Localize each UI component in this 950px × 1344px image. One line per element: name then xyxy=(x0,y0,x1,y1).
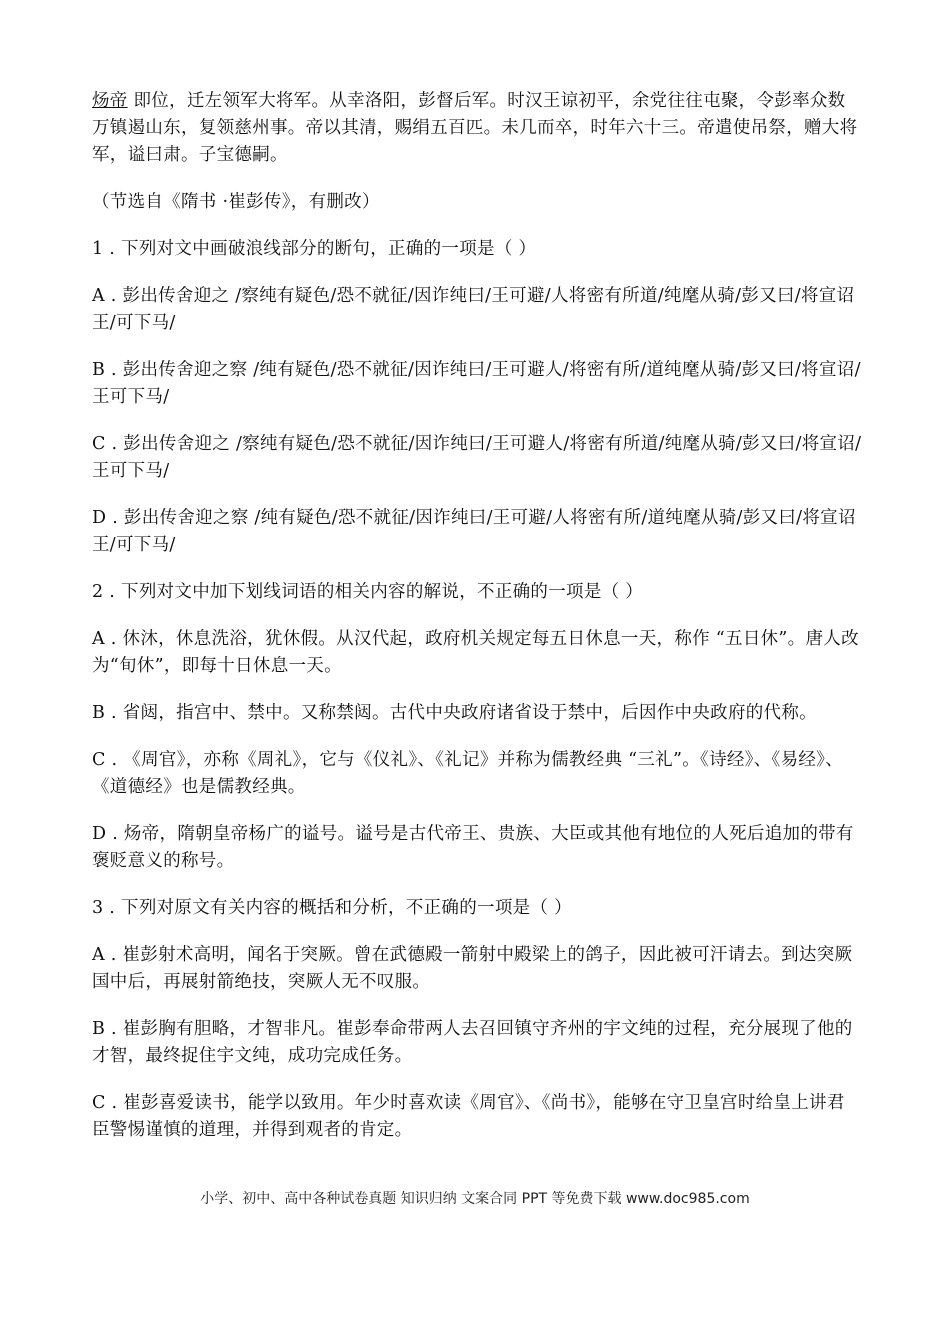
question-2-option-d: D . 炀帝，隋朝皇帝杨广的谥号。谥号是古代帝王、贵族、大臣或其他有地位的人死后追加的带有褒贬意义的称号。 xyxy=(92,824,854,871)
question-3-stem: 3 . 下列对原文有关内容的概括和分析，不正确的一项是（ ） xyxy=(92,898,572,918)
question-1-option-b: B . 彭出传舍迎之察 /纯有疑色/恐不就征/因诈纯曰/王可避人/将密有所/道纯麾从骑/彭又曰/将宣诏/王可下马/ xyxy=(92,360,861,407)
emperor-underlined: 炀帝 xyxy=(92,91,128,111)
question-1-option-a: A . 彭出传舍迎之 /察纯有疑色/恐不就征/因诈纯曰/王可避/人将密有所道/纯麾从骑/彭又曰/将宣诏王/可下马/ xyxy=(92,286,855,333)
question-3-option-b: B . 崔彭胸有胆略，才智非凡。崔彭奉命带两人去召回镇守齐州的宇文纯的过程，充分展现了他的才智，最终捉住宇文纯，成功完成任务。 xyxy=(92,1019,853,1066)
question-1-stem: 1 . 下列对文中画破浪线部分的断句，正确的一项是（ ） xyxy=(92,239,537,259)
question-3-option-c: C . 崔彭喜爱读书，能学以致用。年少时喜欢读《周官》、《尚书》，能够在守卫皇宫时给皇上讲君臣警惕谨慎的道理，并得到观者的肯定。 xyxy=(92,1093,845,1140)
question-1-option-d: D . 彭出传舍迎之察 /纯有疑色/恐不就征/因诈纯曰/王可避/人将密有所/道纯麾从骑/彭又曰/将宣诏王/可下马/ xyxy=(92,508,856,555)
question-2-option-c: C . 《周官》，亦称《周礼》，它与《仪礼》、《礼记》并称为儒教经典 “三礼”。《诗经》、《易经》、《道德经》也是儒教经典。 xyxy=(92,750,844,797)
intro-line1: 即位，迁左领军大将军。从幸洛阳，彭督后军。时汉王谅初平，余党往往屯聚，令彭 xyxy=(127,91,793,111)
page-footer: 小学、初中、高中各种试卷真题 知识归纳 文案合同 PPT 等免费下载 www.doc985.com xyxy=(200,1191,750,1207)
question-2-option-b: B . 省闼，指宫中、禁中。又称禁闼。古代中央政府诸省设于禁中，后因作中央政府的代称。 xyxy=(92,703,817,723)
question-2-option-a: A . 休沐，休息洗浴，犹休假。从汉代起，政府机关规定每五日休息一天，称作 “五日休”。唐人改为“旬休”，即每十日休息一天。 xyxy=(92,629,859,676)
source-note: （节选自《隋书 ·崔彭传》，有删改） xyxy=(92,192,380,212)
intro-paragraph xyxy=(92,88,862,169)
question-1-option-c: C . 彭出传舍迎之 /察纯有疑色/恐不就征/因诈纯曰/王可避人/将密有所道/纯麾从骑/彭又曰/将宣诏/王可下马/ xyxy=(92,434,862,481)
document-body xyxy=(92,88,862,1164)
question-2-stem: 2 . 下列对文中加下划线词语的相关内容的解说，不正确的一项是（ ） xyxy=(92,582,644,602)
intro-line3: 吊祭，赠大将军，谥曰肃。子宝德嗣。 xyxy=(92,118,858,165)
question-3-option-a: A . 崔彭射术高明，闻名于突厥。曾在武德殿一箭射中殿梁上的鸽子，因此被可汗请去。到达突厥国中后，再展射箭绝技，突厥人无不叹服。 xyxy=(92,945,853,992)
intro-line2: 率众数万镇遏山东，复领慈州事。帝以其清，赐绢五百匹。未几而卒，时年六十三。帝遣使 xyxy=(92,91,846,138)
